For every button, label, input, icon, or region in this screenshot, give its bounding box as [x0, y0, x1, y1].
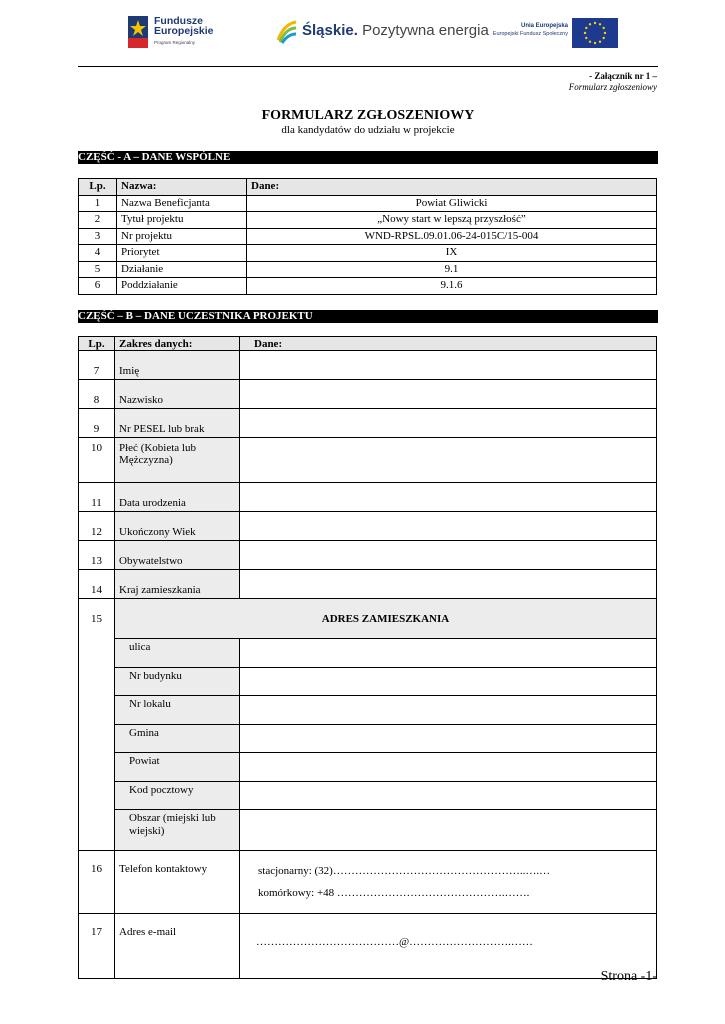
row-number: 3: [79, 228, 117, 245]
eu-flag-icon: [572, 18, 618, 48]
address-heading-row: [79, 599, 657, 639]
fe-line2: Europejskie: [154, 25, 214, 37]
fundusze-europejskie-logo: [128, 14, 238, 52]
row-number: 11: [79, 483, 115, 512]
row-value: „Nowy start w lepszą przyszłość”: [247, 212, 657, 229]
table-row: [79, 380, 657, 409]
row-value: WND-RPSL.09.01.06-24-015C/15-004: [247, 228, 657, 245]
table-row: [79, 541, 657, 570]
annex-line1: - Załącznik nr 1 –: [589, 71, 657, 81]
slaskie-swirl-icon: [276, 20, 298, 44]
row-label: Data urodzenia: [115, 483, 240, 512]
table-row: [79, 483, 657, 512]
row-label: Kod pocztowy: [115, 781, 240, 810]
mobile-line[interactable]: komórkowy: +48 ……………………………………….…….: [258, 887, 530, 899]
ue-line1: Unia Europejska: [520, 23, 568, 29]
county-field[interactable]: [240, 753, 657, 782]
row-number: 12: [79, 512, 115, 541]
row-number: 14: [79, 570, 115, 599]
table-row: [79, 810, 657, 851]
ue-logo: [490, 18, 620, 48]
row-label: Płeć (Kobieta lub Mężczyzna): [115, 438, 240, 483]
col-scope: Zakres danych:: [115, 337, 240, 351]
row-label: Poddziałanie: [117, 278, 247, 295]
table-row: [79, 351, 657, 380]
row-value: 9.1.6: [247, 278, 657, 295]
row-label: ulica: [115, 639, 240, 668]
section-b-heading: CZĘŚĆ – B – DANE UCZESTNIKA PROJEKTU: [78, 310, 658, 323]
table-row: [79, 409, 657, 438]
row-label: Gmina: [115, 724, 240, 753]
address-heading: ADRES ZAMIESZKANIA: [115, 599, 657, 639]
row-label: Imię: [115, 351, 240, 380]
row-number: 6: [79, 278, 117, 295]
row-label: Nazwa Beneficjanta: [117, 195, 247, 212]
row-number: 8: [79, 380, 115, 409]
table-row: [79, 639, 657, 668]
col-lp: Lp.: [79, 179, 117, 196]
fe-line3: Program Regionalny: [154, 40, 196, 45]
building-number-field[interactable]: [240, 667, 657, 696]
country-field[interactable]: [240, 570, 657, 599]
row-number: 9: [79, 409, 115, 438]
row-label: Telefon kontaktowy: [115, 851, 240, 914]
row-number: 7: [79, 351, 115, 380]
row-label: Obszar (miejski lub wiejski): [115, 810, 240, 851]
row-label: Nr budynku: [115, 667, 240, 696]
row-label: Nr PESEL lub brak: [115, 409, 240, 438]
table-row: [79, 667, 657, 696]
table-row: [79, 212, 657, 229]
table-row: [79, 228, 657, 245]
table-header-row: [79, 337, 657, 351]
birth-date-field[interactable]: [240, 483, 657, 512]
table-row: [79, 781, 657, 810]
header-logos: [78, 6, 658, 60]
row-value: Powiat Gliwicki: [247, 195, 657, 212]
table-row: [79, 914, 657, 979]
apartment-number-field[interactable]: [240, 696, 657, 725]
ue-line2: Europejski Fundusz Społeczny: [492, 31, 568, 37]
row-label: Działanie: [117, 261, 247, 278]
form-title: FORMULARZ ZGŁOSZENIOWY: [261, 108, 475, 123]
col-lp: Lp.: [79, 337, 115, 351]
row-number: 17: [79, 914, 115, 979]
col-name: Nazwa:: [117, 179, 247, 196]
first-name-field[interactable]: [240, 351, 657, 380]
row-label: Nr lokalu: [115, 696, 240, 725]
annex-line2: Formularz zgłoszeniowy: [568, 82, 657, 92]
table-row: [79, 753, 657, 782]
table-row: [79, 512, 657, 541]
row-number: 10: [79, 438, 115, 483]
section-b-table: [78, 336, 657, 979]
row-number: 2: [79, 212, 117, 229]
row-label: Priorytet: [117, 245, 247, 262]
row-label: Nr projektu: [117, 228, 247, 245]
table-header-row: [79, 179, 657, 196]
last-name-field[interactable]: [240, 380, 657, 409]
page-number: Strona -1-: [600, 969, 657, 984]
header-divider: [78, 66, 658, 67]
row-number: 1: [79, 195, 117, 212]
email-line[interactable]: …………………………………@……………………….……: [256, 936, 533, 948]
table-row: [79, 438, 657, 483]
row-label: Adres e-mail: [115, 914, 240, 979]
row-number: 16: [79, 851, 115, 914]
annex-note: [569, 71, 657, 93]
table-row: [79, 724, 657, 753]
sl-name: Śląskie.: [302, 22, 358, 39]
row-value: 9.1: [247, 261, 657, 278]
area-field[interactable]: [240, 810, 657, 851]
row-label: Tytuł projektu: [117, 212, 247, 229]
pesel-field[interactable]: [240, 409, 657, 438]
citizenship-field[interactable]: [240, 541, 657, 570]
postal-code-field[interactable]: [240, 781, 657, 810]
form-subtitle: dla kandydatów do udziału w projekcie: [281, 124, 455, 136]
fe-line1: Fundusze: [154, 15, 203, 27]
municipality-field[interactable]: [240, 724, 657, 753]
table-row: [79, 245, 657, 262]
phone-field[interactable]: [240, 851, 657, 914]
row-label: Kraj zamieszkania: [115, 570, 240, 599]
row-number: 13: [79, 541, 115, 570]
section-a-heading: CZĘŚĆ - A – DANE WSPÓLNE: [78, 151, 658, 164]
sl-slogan: Pozytywna energia: [362, 22, 489, 39]
row-label: Ukończony Wiek: [115, 512, 240, 541]
fe-star-icon: [128, 16, 148, 48]
table-row: [79, 261, 657, 278]
email-field[interactable]: [240, 914, 657, 979]
landline-line[interactable]: stacjonarny: (32)……………………………………………..….…: [258, 865, 551, 877]
section-a-table: [78, 178, 657, 295]
col-data: Dane:: [247, 179, 657, 196]
table-row: [79, 696, 657, 725]
table-row: [79, 851, 657, 914]
gender-field[interactable]: [240, 438, 657, 483]
table-row: [79, 278, 657, 295]
age-field[interactable]: [240, 512, 657, 541]
row-number: 5: [79, 261, 117, 278]
row-label: Powiat: [115, 753, 240, 782]
table-row: [79, 570, 657, 599]
slaskie-logo: [276, 18, 489, 48]
row-number: 15: [79, 599, 115, 851]
row-number: 4: [79, 245, 117, 262]
row-value: IX: [247, 245, 657, 262]
row-label: Nazwisko: [115, 380, 240, 409]
street-field[interactable]: [240, 639, 657, 668]
col-data: Dane:: [240, 337, 657, 351]
row-label: Obywatelstwo: [115, 541, 240, 570]
table-row: [79, 195, 657, 212]
